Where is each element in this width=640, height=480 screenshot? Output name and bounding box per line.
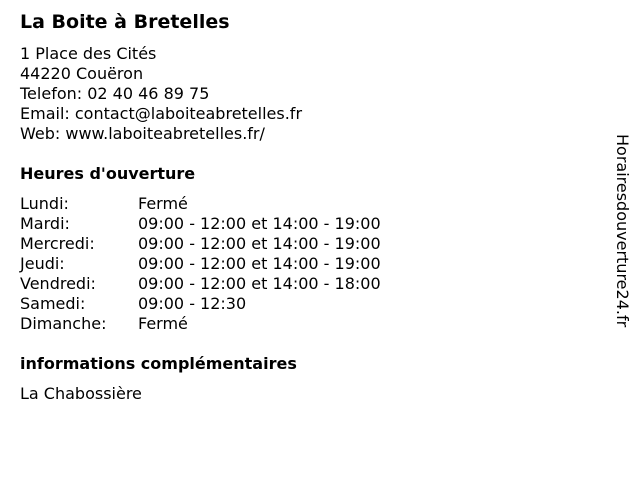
day-label: Mercredi:	[20, 234, 95, 253]
site-watermark: Horairesdouverture24.fr	[613, 134, 632, 328]
hours-row-tuesday	[20, 214, 381, 234]
city-address: 44220 Couëron	[20, 64, 144, 83]
hours-row-friday	[20, 274, 381, 294]
phone-line: Telefon: 02 40 46 89 75	[20, 84, 210, 103]
hours-row-wednesday	[20, 234, 381, 254]
day-label: Samedi:	[20, 294, 86, 313]
hours-row-saturday	[20, 294, 381, 314]
day-label: Lundi:	[20, 194, 69, 213]
website-line: Web: www.laboiteabretelles.fr/	[20, 124, 265, 143]
street-address: 1 Place des Cités	[20, 44, 157, 63]
extra-info-heading: informations complémentaires	[20, 354, 297, 373]
hours-table	[20, 194, 381, 334]
hours-value: 09:00 - 12:30	[138, 294, 247, 313]
hours-value: Fermé	[138, 194, 188, 213]
email-line: Email: contact@laboiteabretelles.fr	[20, 104, 303, 123]
day-label: Dimanche:	[20, 314, 107, 333]
day-label: Mardi:	[20, 214, 70, 233]
extra-info-text: La Chabossière	[20, 384, 142, 403]
hours-value: 09:00 - 12:00 et 14:00 - 19:00	[138, 254, 381, 273]
hours-value: 09:00 - 12:00 et 14:00 - 19:00	[138, 234, 381, 253]
business-name: La Boite à Bretelles	[20, 11, 230, 33]
address-block	[20, 44, 302, 144]
hours-row-thursday	[20, 254, 381, 274]
hours-value: 09:00 - 12:00 et 14:00 - 18:00	[138, 274, 381, 293]
hours-value: 09:00 - 12:00 et 14:00 - 19:00	[138, 214, 381, 233]
hours-heading: Heures d'ouverture	[20, 164, 196, 183]
day-label: Jeudi:	[20, 254, 65, 273]
day-label: Vendredi:	[20, 274, 96, 293]
hours-value: Fermé	[138, 314, 188, 333]
hours-row-sunday	[20, 314, 381, 334]
hours-row-monday	[20, 194, 381, 214]
